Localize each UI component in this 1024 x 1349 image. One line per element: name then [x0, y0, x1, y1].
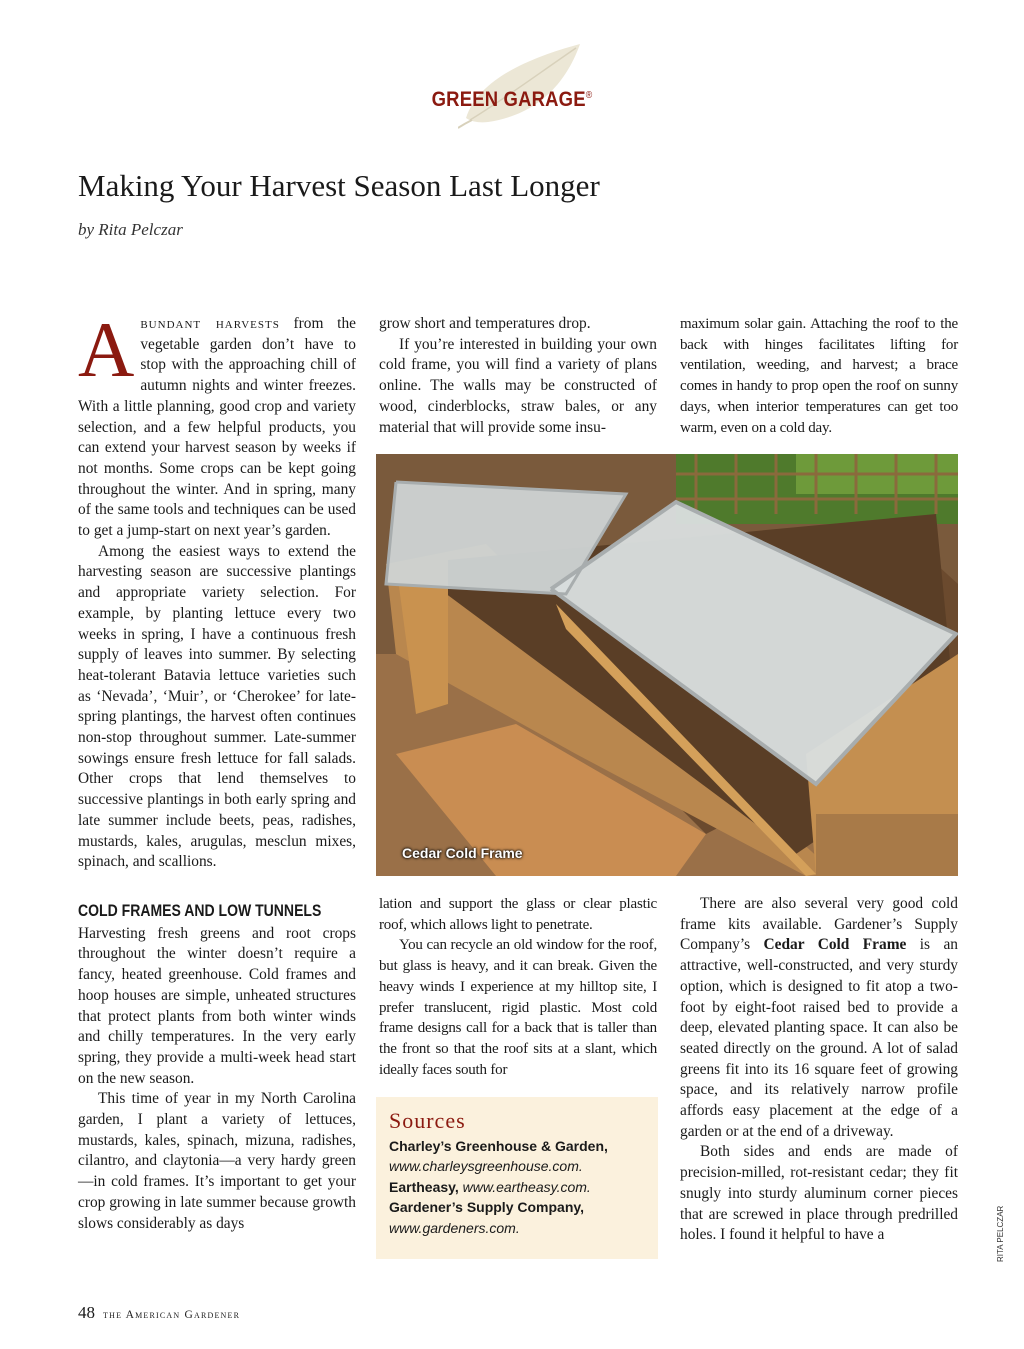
article-title: Making Your Harvest Season Last Longer [78, 168, 600, 203]
column-2-top [379, 314, 657, 438]
column-1 [78, 306, 356, 1234]
page-number: 48 [78, 1303, 95, 1322]
section-heading: COLD FRAMES AND LOW TUNNELS [78, 901, 322, 920]
page-footer [78, 1303, 240, 1323]
paragraph: Both sides and ends are made of precision-milled, rot-resistant cedar; they fit snugly into sturdy aluminum corner pieces that are screwed in place through predrilled holes. I found it helpful to have a [680, 1143, 958, 1244]
leaf-icon [458, 40, 588, 132]
photo-credit: RITA PELCZAR [996, 1205, 1005, 1262]
paragraph: grow short and temperatures drop. [379, 315, 591, 332]
section-brand: GREEN GARAGE® [431, 88, 593, 111]
column-3-bottom [680, 894, 958, 1246]
paragraph: maximum solar gain. Attaching the roof to the back with hinges facilitates lifting for ventilation, weeding, and harvest; a brace comes in handy to prop open the roof on sunny days, when interior temperatures can get too warm, even on a cold day. [680, 316, 958, 436]
source-name: Gardener’s Supply Company, [389, 1199, 585, 1215]
paragraph: Among the easiest ways to extend the harvesting season are successive plantings and appropriate variety selection. For example, by planting lettuce every two weeks in spring, I have a continuous fresh supply of leaves into summer. By selecting heat-tolerant Batavia lettuce varieties such as ‘Nevada’, ‘Muir’, or ‘Cherokee’ for late-spring plantings, the harvest often continues non-stop throughout summer. Late-summer sowings ensure fresh lettuce for fall salads. Other crops that lend themselves to successive plantings in both early spring and late summer include beets, peas, radishes, mustards, kales, arugulas, mesclun mixes, spinach, and scallions. [78, 542, 356, 871]
registered-mark: ® [585, 90, 593, 101]
byline: by Rita Pelczar [78, 220, 183, 239]
paragraph: lation and support the glass or clear plastic roof, which allows light to penetrate. [379, 896, 657, 933]
source-url[interactable]: www.charleysgreenhouse.com. [389, 1158, 583, 1174]
column-3-top [680, 314, 958, 438]
sources-heading: Sources [389, 1108, 466, 1133]
source-url[interactable]: www.gardeners.com. [389, 1219, 520, 1236]
paragraph: You can recycle an old window for the roof, but glass is heavy, and it can break. Given the heavy winds I experience at my hilltop site, I prefer translucent, rigid plastic. Most cold frame designs call for a back that is taller than the front so that the roof sits at a slant, which ideally faces south for [379, 937, 657, 1078]
product-name: Cedar Cold Frame [763, 936, 907, 954]
column-2-bottom [379, 894, 657, 1080]
paragraph: There are also several very good cold frame kits available. Gardener’s Supply Company’s Cedar Cold Frame is an attractive, well-constructed, and very sturdy option, which is designed to fit atop a two-foot by eight-foot raised bed to provide a deep, elevated planting space. It can also be seated directly on the ground. A lot of salad greens fit into its 16 square feet of growing space, and its relatively narrow profile affords easy placement at the edge of a garden or at the end of a driveway. [680, 895, 958, 1140]
source-url[interactable]: www.eartheasy.com. [462, 1178, 591, 1195]
lead-text: from the vegetable garden don’t have to stop with the approaching chill of autumn nights and winter freezes. With a little planning, good crop and variety selection, and a few helpful products, you can extend your harvest season by weeks if not months. Some crops can be kept going throughout the winter. And in spring, many of the same tools and techniques can be used to get a jump-start on next year’s garden. [78, 315, 356, 540]
cold-frame-photo [376, 454, 958, 876]
photo-caption: Cedar Cold Frame [402, 845, 523, 861]
lead-paragraph [78, 306, 356, 542]
source-name: Charley’s Greenhouse & Garden, [389, 1137, 608, 1154]
magazine-name: the American Gardener [103, 1309, 241, 1321]
paragraph: If you’re interested in building your own cold frame, you will find a variety of plans online. The walls may be constructed of wood, cinderblocks, straw bales, or any material that will provide some insu- [379, 335, 657, 436]
drop-cap: A [78, 306, 135, 393]
lead-small-caps: bundant harvests [140, 315, 280, 332]
sources-box [376, 1097, 658, 1259]
paragraph: Harvesting fresh greens and root crops throughout the winter doesn’t require a fancy, heated greenhouse. Cold frames and hoop houses are simple, unheated structures that protect plants from both winter winds and chilly temperatures. In the very early spring, they provide a multi-week head start on the new season. [78, 924, 356, 1087]
source-name: Eartheasy, [389, 1178, 459, 1195]
paragraph: This time of year in my North Carolina garden, I plant a variety of lettuces, mustards, kales, spinach, mizuna, radishes, cilantro, and claytonia—a very hardy green—in cold frames. It’s important to get your crop growing in late summer because growth slows considerably as days [78, 1090, 356, 1232]
